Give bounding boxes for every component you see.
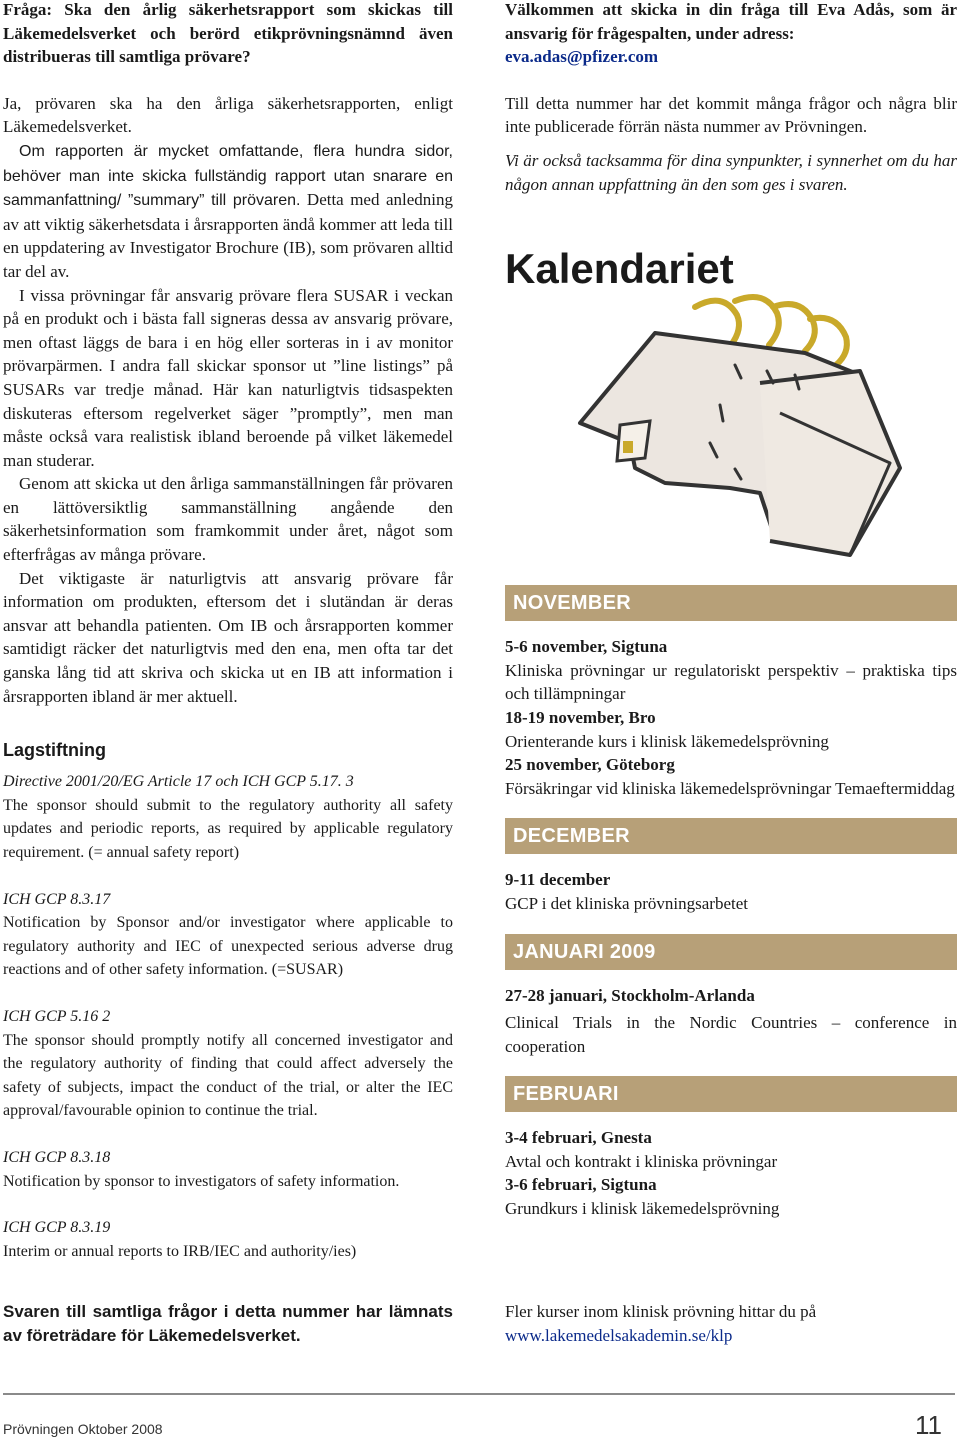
closing-note: Svaren till samtliga frågor i detta nummer har lämnats av företrädare för Läkemedelsverket.: [3, 1302, 453, 1345]
answer-paragraph-3: Genom att skicka ut den årliga sammanställningen får prövaren en lättöversiktlig sammanställning angående den säkerhetsinformation som framkommit under året, något som efterfrågas av många prövare.: [3, 474, 453, 565]
more-courses: [505, 1300, 957, 1347]
event-date: 3-6 februari, Sigtuna: [505, 1175, 657, 1195]
event-date: 25 november, Göteborg: [505, 755, 675, 775]
footer-divider: [3, 1393, 955, 1395]
event-date: 9-11 december: [505, 870, 611, 890]
event-description: Försäkringar vid kliniska läkemedelsprövningar Temaeftermiddag: [505, 778, 955, 798]
more-courses-text: Fler kurser inom klinisk prövning hittar du på: [505, 1302, 817, 1321]
month-header-december: DECEMBER: [505, 818, 957, 854]
legislation-heading: Lagstiftning: [3, 740, 106, 761]
ref-text: Notification by Sponsor and/or investigator where applicable to regulatory authority and IEC of unexpected serious adverse drug reactions and of other safety information. (=SUSAR): [3, 914, 453, 979]
calendar-icon: [505, 293, 957, 563]
legislation-ref-2: [3, 888, 453, 982]
legislation-ref-1: [3, 770, 453, 864]
ref-title: Directive 2001/20/EG Article 17 och ICH GCP 5.17. 3: [3, 773, 354, 791]
event-date: 18-19 november, Bro: [505, 707, 656, 727]
ref-text: Notification by sponsor to investigators of safety information.: [3, 1172, 400, 1190]
event-description: Clinical Trials in the Nordic Countries – conference in cooperation: [505, 1013, 957, 1056]
info-text: Till detta nummer har det kommit många frågor och några blir inte publicerade förrän nästa nummer av Prövningen.: [505, 93, 957, 137]
month-events-november: [505, 635, 957, 800]
month-header-november: NOVEMBER: [505, 585, 957, 621]
month-header-january: JANUARI 2009: [505, 934, 957, 970]
calendar-title: Kalendariet: [505, 245, 734, 293]
event-date: 27-28 januari, Stockholm-Arlanda: [505, 985, 755, 1005]
answer-paragraph-1: [3, 139, 453, 284]
event-description: Kliniska prövningar ur regulatoriskt perspektiv – praktiska tips och tillämpningar: [505, 660, 957, 704]
month-header-february: FEBRUARI: [505, 1076, 957, 1112]
legislation-ref-4: [3, 1146, 453, 1193]
footer-publication: Prövningen Oktober 2008: [3, 1421, 163, 1437]
right-column: [505, 0, 957, 1221]
answer-summary-text: Om rapporten är mycket omfattande, flera hundra sidor, behöver man inte skicka fullständig rapport utan snarare en sammanfattning/ ”summary” till prövaren.: [3, 142, 453, 210]
event-description: GCP i det kliniska prövningsarbetet: [505, 893, 749, 913]
welcome-text: Välkommen att skicka in din fråga till Eva Adås, som är ansvarig för frågespalten, under adress:: [505, 0, 957, 43]
question-text: Fråga: Ska den årlig säkerhetsrapport som skickas till Läkemedelsverket och berörd etikprövningsnämnd även distribueras till samtliga prövare?: [3, 0, 453, 67]
month-events-december: [505, 868, 957, 915]
ref-text: Interim or annual reports to IRB/IEC and authority/ies): [3, 1242, 357, 1260]
left-column: [3, 0, 453, 1263]
legislation-ref-3: [3, 1005, 453, 1123]
answer-paragraph-2: I vissa prövningar får ansvarig prövare flera SUSAR i veckan på en produkt och i bästa fall signeras dessa av ansvarig prövare, men oftast läggs de bara i en hög eller sorteras in i av monitor prövarpärmen. I andra fall skickar sponsor ut ”line listings” på SUSARs var tredje månad. Här kan naturligtvis tidsaspekten diskuteras eftersom regelverket säger ”promptly”, men man måste också vara realistisk ibland beroende på vilket läkemedel man studerar.: [3, 285, 453, 470]
thanks-text: Vi är också tacksamma för dina synpunkter, i synnerhet om du har någon annan uppfattning än den som ges i svaren.: [505, 150, 957, 194]
ref-title: ICH GCP 8.3.19: [3, 1219, 111, 1237]
answer-intro: Ja, prövaren ska ha den årliga säkerhetsrapporten, enligt Läkemedelsverket.: [3, 93, 453, 137]
page-number: 11: [915, 1410, 942, 1440]
event-description: Orienterande kurs i klinisk läkemedelsprövning: [505, 731, 829, 751]
answer-detail-text: Detta med anledning av att viktig säkerhetsdata i årsrapporten ändå kommer att leda till en uppdatering av Investigator Brochure (IB), som prövaren alltid tar del av.: [3, 190, 453, 281]
ref-text: The sponsor should promptly notify all concerned investigator and the regulatory authority of finding that could affect adversely the safety of subjects, impact the conduct of the trial, or alter the IEC approval/favourable opinion to continue the trial.: [3, 1031, 453, 1120]
month-events-january: [505, 984, 957, 1059]
calendar-illustration: [505, 293, 957, 563]
ref-title: ICH GCP 5.16 2: [3, 1007, 111, 1025]
month-events-february: [505, 1126, 957, 1220]
more-courses-link[interactable]: www.lakemedelsakademin.se/klp: [505, 1325, 733, 1345]
ref-text: The sponsor should submit to the regulatory authority all safety updates and periodic reports, as required by applicable regulatory requirement. (= annual safety report): [3, 796, 453, 861]
ref-title: ICH GCP 8.3.17: [3, 890, 111, 908]
event-description: Avtal och kontrakt i kliniska prövningar: [505, 1151, 778, 1171]
event-date: 3-4 februari, Gnesta: [505, 1128, 652, 1148]
ref-title: ICH GCP 8.3.18: [3, 1148, 111, 1166]
event-date: 5-6 november, Sigtuna: [505, 637, 668, 657]
event-description: Grundkurs i klinisk läkemedelsprövning: [505, 1199, 780, 1219]
answer-paragraph-4: Det viktigaste är naturligtvis att ansvarig prövare får information om produkten, eftersom det i slutändan är deras ansvar att behandla patienten. Om IB och årsrapporten kommer samtidigt räcker det naturligtvis med den ena, men ofta tar det ganska lång tid att skriva och skicka ut en IB att information i årsrapporten ibland är mer aktuell.: [3, 568, 453, 706]
contact-email[interactable]: eva.adas@pfizer.com: [505, 47, 659, 67]
legislation-ref-5: [3, 1216, 453, 1263]
